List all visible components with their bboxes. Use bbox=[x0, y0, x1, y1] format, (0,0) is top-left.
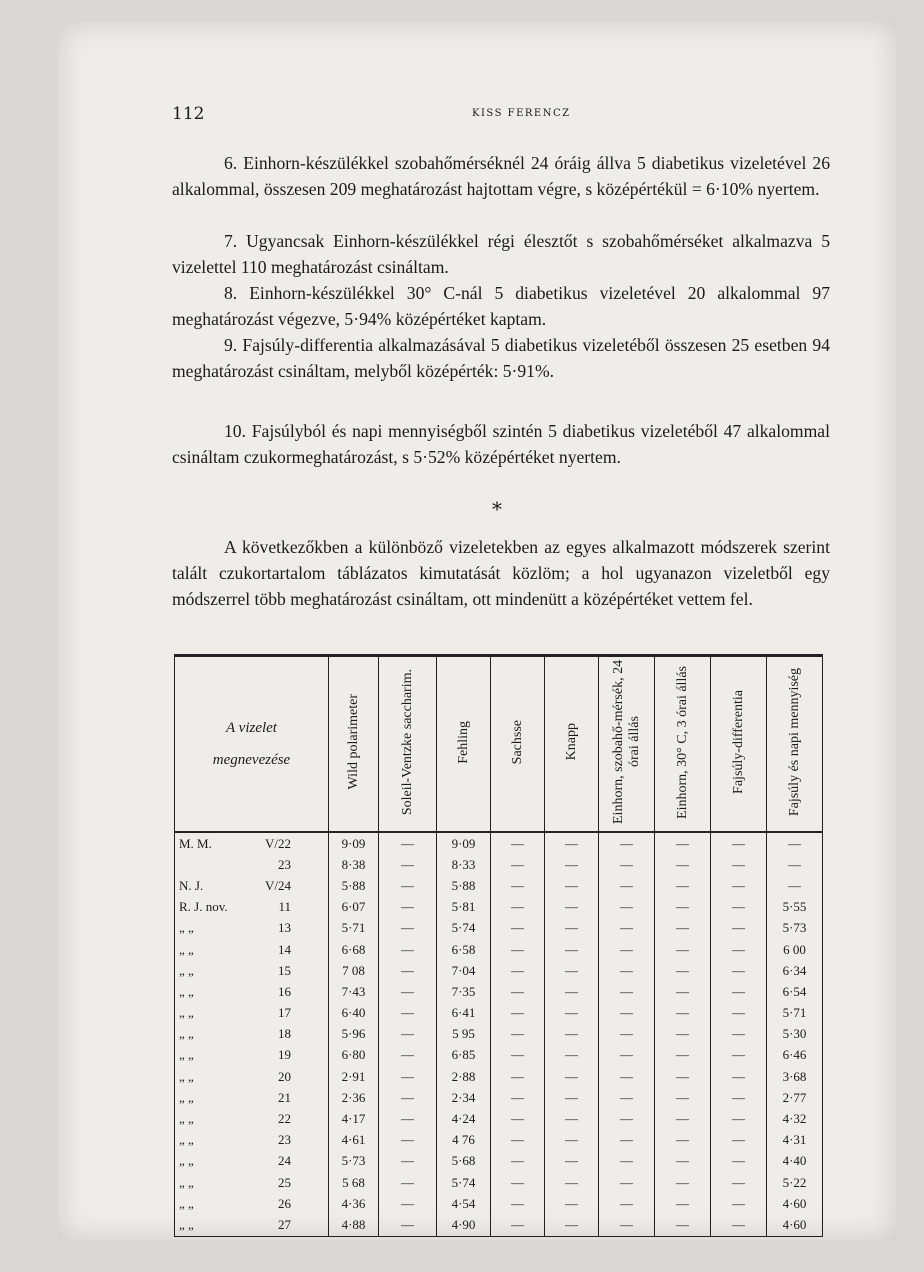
value-cell: — bbox=[711, 1193, 767, 1214]
value-cell: — bbox=[711, 832, 767, 854]
value-cell: — bbox=[711, 1130, 767, 1151]
value-cell: — bbox=[655, 1214, 711, 1236]
column-header-density-diff-label: Fajsúly-differentia bbox=[730, 690, 746, 794]
value-cell: — bbox=[379, 918, 437, 939]
page-header bbox=[172, 100, 822, 126]
column-header-name-line2: megnevezése bbox=[212, 752, 291, 768]
column-header-density-diff bbox=[711, 656, 767, 833]
value-cell: 2·77 bbox=[767, 1087, 823, 1108]
column-header-fehling-label: Fehling bbox=[455, 720, 471, 764]
value-cell: 6·54 bbox=[767, 981, 823, 1002]
value-cell: — bbox=[655, 854, 711, 875]
value-cell: — bbox=[655, 1087, 711, 1108]
paragraph-intro-table: A következőkben a különböző vizeletekben az egyes alkalmazott módszerek szerint talált czukortartalom táblázatos kimutatását közlöm; a hol ugyanazon vizeletből egy módszerrel több meghatározást csináltam, ott mindenütt a középértéket vettem fel. bbox=[172, 537, 830, 609]
value-cell: — bbox=[545, 1151, 599, 1172]
row-label-cell bbox=[175, 875, 329, 896]
value-cell: — bbox=[599, 875, 655, 896]
specimen-name: „ „ bbox=[179, 1174, 194, 1190]
row-label-cell bbox=[175, 981, 329, 1002]
specimen-name: „ „ bbox=[179, 983, 194, 999]
row-label-cell bbox=[175, 1172, 329, 1193]
row-label-cell bbox=[175, 832, 329, 854]
value-cell: — bbox=[491, 854, 545, 875]
specimen-code: 26 bbox=[278, 1195, 291, 1211]
value-cell: — bbox=[655, 960, 711, 981]
specimen-code: 19 bbox=[278, 1047, 291, 1063]
specimen-code: V/24 bbox=[265, 877, 291, 893]
sugar-content-table bbox=[174, 654, 823, 1237]
running-title: KISS FERENCZ bbox=[472, 108, 571, 119]
value-cell: — bbox=[711, 1214, 767, 1236]
table-row bbox=[175, 981, 823, 1002]
value-cell: 5·22 bbox=[767, 1172, 823, 1193]
specimen-code: 17 bbox=[278, 1005, 291, 1021]
value-cell: — bbox=[711, 939, 767, 960]
table-row bbox=[175, 1066, 823, 1087]
specimen-name: „ „ bbox=[179, 962, 194, 978]
row-label-cell bbox=[175, 1193, 329, 1214]
specimen-code: 27 bbox=[278, 1216, 291, 1232]
value-cell: — bbox=[655, 1045, 711, 1066]
value-cell: — bbox=[599, 854, 655, 875]
row-label-cell bbox=[175, 897, 329, 918]
value-cell: — bbox=[655, 1193, 711, 1214]
row-label-cell bbox=[175, 854, 329, 875]
value-cell: — bbox=[599, 1151, 655, 1172]
value-cell: — bbox=[711, 1108, 767, 1129]
specimen-name: „ „ bbox=[179, 1216, 194, 1232]
value-cell: 5·74 bbox=[437, 1172, 491, 1193]
value-cell: 6·41 bbox=[437, 1003, 491, 1024]
row-label-cell bbox=[175, 1108, 329, 1129]
table-row bbox=[175, 897, 823, 918]
row-label-cell bbox=[175, 1066, 329, 1087]
specimen-code: 15 bbox=[278, 962, 291, 978]
value-cell: — bbox=[379, 1214, 437, 1236]
value-cell: — bbox=[491, 1024, 545, 1045]
value-cell: — bbox=[491, 1087, 545, 1108]
column-header-sachsse-label: Sachsse bbox=[509, 719, 525, 765]
value-cell: — bbox=[545, 1066, 599, 1087]
value-cell: — bbox=[491, 939, 545, 960]
specimen-name: „ „ bbox=[179, 1005, 194, 1021]
value-cell: 6·40 bbox=[329, 1003, 379, 1024]
value-cell: — bbox=[599, 1172, 655, 1193]
value-cell: — bbox=[491, 832, 545, 854]
value-cell: — bbox=[491, 918, 545, 939]
value-cell: — bbox=[379, 1193, 437, 1214]
value-cell: 6 00 bbox=[767, 939, 823, 960]
table-row bbox=[175, 918, 823, 939]
row-label-cell bbox=[175, 1151, 329, 1172]
value-cell: — bbox=[599, 960, 655, 981]
value-cell: 7·35 bbox=[437, 981, 491, 1002]
value-cell: 5·30 bbox=[767, 1024, 823, 1045]
table-row bbox=[175, 1214, 823, 1236]
value-cell: 4·31 bbox=[767, 1130, 823, 1151]
value-cell: — bbox=[655, 897, 711, 918]
value-cell: — bbox=[545, 1108, 599, 1129]
value-cell: — bbox=[379, 1130, 437, 1151]
value-cell: — bbox=[711, 1087, 767, 1108]
value-cell: 5·81 bbox=[437, 897, 491, 918]
value-cell: 4·90 bbox=[437, 1214, 491, 1236]
value-cell: — bbox=[545, 918, 599, 939]
column-header-density-quantity-label: Fajsúly és napi mennyiség bbox=[786, 667, 802, 817]
column-header-einhorn-30-label: Einhorn, 30° C, 3 órai állás bbox=[674, 665, 690, 819]
value-cell: — bbox=[711, 1045, 767, 1066]
specimen-code: 24 bbox=[278, 1153, 291, 1169]
value-cell: 4·17 bbox=[329, 1108, 379, 1129]
value-cell: 5·73 bbox=[767, 918, 823, 939]
column-header-knapp-label: Knapp bbox=[563, 723, 579, 761]
column-header-soleil-label: Soleil-Ventzke saccharim. bbox=[399, 668, 415, 816]
specimen-code: 20 bbox=[278, 1068, 291, 1084]
value-cell: — bbox=[491, 1003, 545, 1024]
value-cell: 5·68 bbox=[437, 1151, 491, 1172]
value-cell: 5·96 bbox=[329, 1024, 379, 1045]
value-cell: — bbox=[711, 875, 767, 896]
value-cell: 6·80 bbox=[329, 1045, 379, 1066]
paragraph-7: 7. Ugyancsak Einhorn-készülékkel régi élesztőt s szobahőmérséket alkalmazva 5 vizelettel 110 meghatározást csináltam. bbox=[172, 231, 830, 277]
value-cell: — bbox=[379, 1024, 437, 1045]
value-cell: — bbox=[599, 1214, 655, 1236]
value-cell: 6·58 bbox=[437, 939, 491, 960]
value-cell: — bbox=[379, 1151, 437, 1172]
value-cell: — bbox=[655, 981, 711, 1002]
value-cell: — bbox=[545, 1024, 599, 1045]
value-cell: — bbox=[711, 1003, 767, 1024]
value-cell: — bbox=[545, 897, 599, 918]
value-cell: — bbox=[379, 897, 437, 918]
value-cell: — bbox=[711, 1024, 767, 1045]
value-cell: 6·07 bbox=[329, 897, 379, 918]
value-cell: 8·38 bbox=[329, 854, 379, 875]
value-cell: — bbox=[379, 1003, 437, 1024]
specimen-code: 16 bbox=[278, 983, 291, 999]
specimen-name: „ „ bbox=[179, 1132, 194, 1148]
value-cell: 4·60 bbox=[767, 1214, 823, 1236]
value-cell: — bbox=[491, 1172, 545, 1193]
column-header-wild-label: Wild polarimeter bbox=[345, 694, 361, 790]
value-cell: — bbox=[379, 981, 437, 1002]
value-cell: — bbox=[655, 1024, 711, 1045]
column-header-einhorn-room bbox=[599, 656, 655, 833]
value-cell: — bbox=[545, 1003, 599, 1024]
value-cell: — bbox=[491, 960, 545, 981]
value-cell: — bbox=[767, 832, 823, 854]
value-cell: — bbox=[599, 1087, 655, 1108]
paragraph-6: 6. Einhorn-készülékkel szobahőmérséknél 24 óráig állva 5 diabetikus vizeletével 26 alkalommal, összesen 209 meghatározást hajtottam végre, s középértékül = 6·10% nyertem. bbox=[172, 153, 830, 199]
paragraph-8: 8. Einhorn-készülékkel 30° C-nál 5 diabetikus vizeletével 20 alkalommal 97 meghatározást végezve, 5·94% középértéket kaptam. bbox=[172, 283, 830, 329]
table-row bbox=[175, 960, 823, 981]
specimen-name: „ „ bbox=[179, 1068, 194, 1084]
value-cell: — bbox=[599, 1003, 655, 1024]
table-body bbox=[175, 832, 823, 1236]
value-cell: — bbox=[379, 1087, 437, 1108]
value-cell: — bbox=[599, 1024, 655, 1045]
value-cell: — bbox=[379, 875, 437, 896]
value-cell: — bbox=[491, 875, 545, 896]
value-cell: — bbox=[711, 854, 767, 875]
value-cell: — bbox=[491, 1214, 545, 1236]
specimen-name: M. M. bbox=[179, 835, 212, 851]
value-cell: 5·55 bbox=[767, 897, 823, 918]
table-row bbox=[175, 939, 823, 960]
value-cell: — bbox=[711, 897, 767, 918]
value-cell: 2·36 bbox=[329, 1087, 379, 1108]
table-row bbox=[175, 1045, 823, 1066]
value-cell: — bbox=[491, 897, 545, 918]
value-cell: — bbox=[655, 875, 711, 896]
value-cell: — bbox=[711, 960, 767, 981]
table-row bbox=[175, 1024, 823, 1045]
value-cell: — bbox=[491, 1045, 545, 1066]
value-cell: 2·91 bbox=[329, 1066, 379, 1087]
column-header-einhorn-room-label: Einhorn, szobahő-mérsék, 24 órai állás bbox=[610, 659, 642, 825]
value-cell: — bbox=[545, 875, 599, 896]
column-header-soleil bbox=[379, 656, 437, 833]
column-header-name bbox=[175, 656, 329, 833]
value-cell: — bbox=[767, 875, 823, 896]
value-cell: — bbox=[711, 1151, 767, 1172]
specimen-name: „ „ bbox=[179, 1047, 194, 1063]
specimen-name: „ „ bbox=[179, 1153, 194, 1169]
specimen-code: 22 bbox=[278, 1111, 291, 1127]
paragraph-10: 10. Fajsúlyból és napi mennyiségből szintén 5 diabetikus vizeletéből 47 alkalommal csináltam czukormeghatározást, s 5·52% középértéket nyertem. bbox=[172, 421, 830, 467]
value-cell: — bbox=[599, 939, 655, 960]
value-cell: 4·32 bbox=[767, 1108, 823, 1129]
table-row bbox=[175, 1108, 823, 1129]
table-row bbox=[175, 1003, 823, 1024]
table-row bbox=[175, 1130, 823, 1151]
value-cell: — bbox=[599, 897, 655, 918]
value-cell: — bbox=[379, 1172, 437, 1193]
value-cell: 8·33 bbox=[437, 854, 491, 875]
value-cell: — bbox=[711, 1066, 767, 1087]
table-row bbox=[175, 854, 823, 875]
value-cell: — bbox=[379, 854, 437, 875]
value-cell: 6·68 bbox=[329, 939, 379, 960]
value-cell: — bbox=[655, 1130, 711, 1151]
value-cell: 3·68 bbox=[767, 1066, 823, 1087]
value-cell: — bbox=[491, 1151, 545, 1172]
value-cell: 9·09 bbox=[329, 832, 379, 854]
row-label-cell bbox=[175, 1045, 329, 1066]
value-cell: — bbox=[655, 1108, 711, 1129]
table-row bbox=[175, 1087, 823, 1108]
column-header-fehling bbox=[437, 656, 491, 833]
value-cell: — bbox=[545, 960, 599, 981]
specimen-code: 11 bbox=[278, 899, 291, 915]
value-cell: — bbox=[599, 1193, 655, 1214]
value-cell: — bbox=[599, 1130, 655, 1151]
value-cell: — bbox=[599, 1108, 655, 1129]
value-cell: 4·54 bbox=[437, 1193, 491, 1214]
specimen-name: „ „ bbox=[179, 1111, 194, 1127]
value-cell: 7 08 bbox=[329, 960, 379, 981]
value-cell: — bbox=[599, 1066, 655, 1087]
value-cell: 4·88 bbox=[329, 1214, 379, 1236]
section-separator: * bbox=[492, 497, 502, 521]
value-cell: — bbox=[379, 1108, 437, 1129]
specimen-name: N. J. bbox=[179, 877, 204, 893]
value-cell: — bbox=[655, 918, 711, 939]
table-row bbox=[175, 1172, 823, 1193]
value-cell: 7·04 bbox=[437, 960, 491, 981]
value-cell: — bbox=[599, 981, 655, 1002]
value-cell: — bbox=[491, 981, 545, 1002]
specimen-code: 13 bbox=[278, 920, 291, 936]
table-row bbox=[175, 1151, 823, 1172]
row-label-cell bbox=[175, 1130, 329, 1151]
specimen-name: „ „ bbox=[179, 1026, 194, 1042]
value-cell: 4·24 bbox=[437, 1108, 491, 1129]
table-row bbox=[175, 875, 823, 896]
specimen-code: 14 bbox=[278, 941, 291, 957]
specimen-name: „ „ bbox=[179, 941, 194, 957]
value-cell: — bbox=[379, 832, 437, 854]
specimen-name: R. J. nov. bbox=[179, 899, 228, 915]
value-cell: — bbox=[599, 832, 655, 854]
specimen-name: „ „ bbox=[179, 1089, 194, 1105]
value-cell: — bbox=[655, 1066, 711, 1087]
specimen-code: V/22 bbox=[265, 835, 291, 851]
value-cell: — bbox=[767, 854, 823, 875]
row-label-cell bbox=[175, 1214, 329, 1236]
row-label-cell bbox=[175, 960, 329, 981]
specimen-code: 21 bbox=[278, 1089, 291, 1105]
value-cell: — bbox=[711, 918, 767, 939]
value-cell: — bbox=[655, 1003, 711, 1024]
value-cell: — bbox=[599, 918, 655, 939]
value-cell: — bbox=[545, 832, 599, 854]
value-cell: — bbox=[545, 1172, 599, 1193]
value-cell: 4·36 bbox=[329, 1193, 379, 1214]
value-cell: — bbox=[379, 939, 437, 960]
value-cell: — bbox=[379, 960, 437, 981]
column-header-name-line1: A vizelet bbox=[226, 720, 277, 736]
value-cell: — bbox=[545, 1045, 599, 1066]
value-cell: 5·88 bbox=[437, 875, 491, 896]
value-cell: — bbox=[545, 939, 599, 960]
value-cell: — bbox=[545, 1130, 599, 1151]
paragraph-9: 9. Fajsúly-differentia alkalmazásával 5 diabetikus vizeletéből összesen 25 esetben 94 meghatározást csináltam, melyből középérték: 5·91%. bbox=[172, 335, 830, 381]
specimen-name: „ „ bbox=[179, 920, 194, 936]
column-header-density-quantity bbox=[767, 656, 823, 833]
value-cell: — bbox=[379, 1066, 437, 1087]
value-cell: — bbox=[711, 981, 767, 1002]
value-cell: 4·40 bbox=[767, 1151, 823, 1172]
value-cell: — bbox=[711, 1172, 767, 1193]
value-cell: 4·61 bbox=[329, 1130, 379, 1151]
specimen-code: 18 bbox=[278, 1026, 291, 1042]
value-cell: 4·60 bbox=[767, 1193, 823, 1214]
value-cell: — bbox=[655, 832, 711, 854]
value-cell: — bbox=[655, 939, 711, 960]
value-cell: — bbox=[491, 1066, 545, 1087]
value-cell: 7·43 bbox=[329, 981, 379, 1002]
row-label-cell bbox=[175, 939, 329, 960]
value-cell: 2·88 bbox=[437, 1066, 491, 1087]
column-header-einhorn-30 bbox=[655, 656, 711, 833]
value-cell: 9·09 bbox=[437, 832, 491, 854]
specimen-code: 25 bbox=[278, 1174, 291, 1190]
row-label-cell bbox=[175, 1087, 329, 1108]
row-label-cell bbox=[175, 1024, 329, 1045]
value-cell: 5·88 bbox=[329, 875, 379, 896]
value-cell: — bbox=[545, 854, 599, 875]
value-cell: — bbox=[655, 1151, 711, 1172]
column-header-sachsse bbox=[491, 656, 545, 833]
value-cell: — bbox=[379, 1045, 437, 1066]
value-cell: 6·46 bbox=[767, 1045, 823, 1066]
value-cell: 2·34 bbox=[437, 1087, 491, 1108]
value-cell: 5 68 bbox=[329, 1172, 379, 1193]
table-row bbox=[175, 832, 823, 854]
value-cell: 5·73 bbox=[329, 1151, 379, 1172]
value-cell: — bbox=[545, 1087, 599, 1108]
column-header-wild bbox=[329, 656, 379, 833]
value-cell: 5·71 bbox=[329, 918, 379, 939]
specimen-code: 23 bbox=[278, 1132, 291, 1148]
value-cell: 5·71 bbox=[767, 1003, 823, 1024]
specimen-code: 23 bbox=[278, 856, 291, 872]
table-header-row bbox=[175, 656, 823, 833]
value-cell: 5 95 bbox=[437, 1024, 491, 1045]
value-cell: 6·85 bbox=[437, 1045, 491, 1066]
table-row bbox=[175, 1193, 823, 1214]
value-cell: 5·74 bbox=[437, 918, 491, 939]
value-cell: — bbox=[655, 1172, 711, 1193]
column-header-knapp bbox=[545, 656, 599, 833]
value-cell: 6·34 bbox=[767, 960, 823, 981]
page-number: 112 bbox=[172, 104, 205, 124]
value-cell: — bbox=[545, 1193, 599, 1214]
value-cell: — bbox=[491, 1193, 545, 1214]
row-label-cell bbox=[175, 918, 329, 939]
value-cell: — bbox=[599, 1045, 655, 1066]
value-cell: — bbox=[545, 1214, 599, 1236]
value-cell: — bbox=[545, 981, 599, 1002]
specimen-name: „ „ bbox=[179, 1195, 194, 1211]
row-label-cell bbox=[175, 1003, 329, 1024]
value-cell: — bbox=[491, 1130, 545, 1151]
value-cell: — bbox=[491, 1108, 545, 1129]
value-cell: 4 76 bbox=[437, 1130, 491, 1151]
